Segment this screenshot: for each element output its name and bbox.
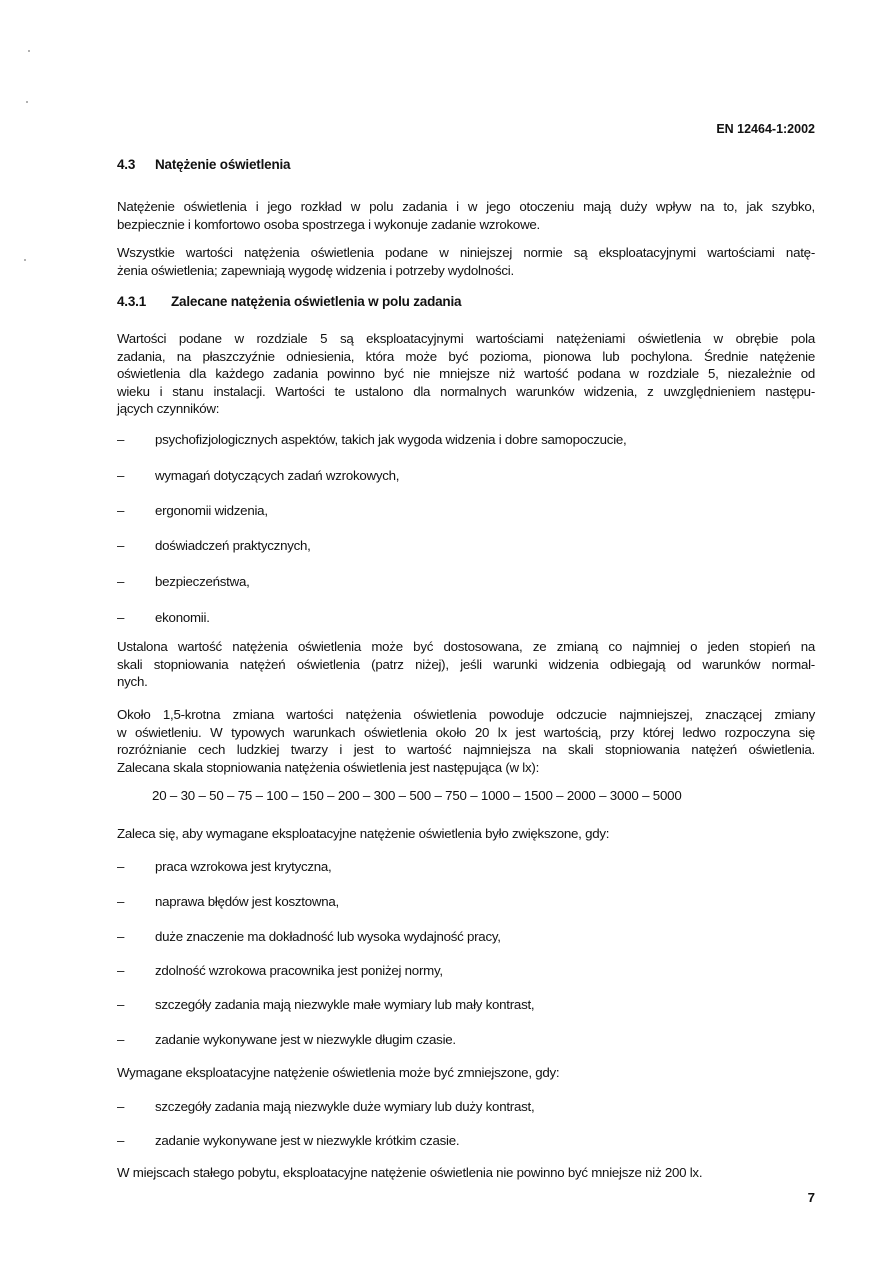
section-title: Zalecane natężenia oświetlenia w polu zadania (171, 294, 462, 309)
dash-bullet-icon: – (117, 1032, 125, 1047)
list-item (117, 537, 311, 555)
dash-bullet-icon: – (117, 997, 125, 1012)
list-item-text: wymagań dotyczących zadań wzrokowych, (155, 468, 400, 483)
list-item-text: zadanie wykonywane jest w niezwykle krótkim czasie. (155, 1133, 460, 1148)
list-item-text: zdolność wzrokowa pracownika jest poniżej normy, (155, 963, 443, 978)
text-line: w oświetleniu. W typowych warunkach oświetlenia około 20 lx jest wartością, przy której ledwo rozpoczyna się (117, 724, 815, 740)
text-line: rozróżnianie cech ludzkiej twarzy i jest to wartość najmniejsza na skali stopniowania natężeń oświetlenia. (117, 742, 815, 758)
list-item-text: ergonomii widzenia, (155, 503, 268, 518)
list-item (117, 996, 534, 1014)
scan-speck (24, 259, 26, 261)
section-number: 4.3.1 (117, 294, 147, 309)
page-number: 7 (807, 1190, 815, 1205)
text-line: Wymagane eksploatacyjne natężenie oświetlenia może być zmniejszone, gdy: (117, 1065, 560, 1080)
dash-bullet-icon: – (117, 963, 125, 978)
list-item-text: szczegóły zadania mają niezwykle duże wymiary lub duży kontrast, (155, 1099, 535, 1114)
list-item (117, 928, 501, 946)
list-item-text: ekonomii. (155, 610, 210, 625)
list-item (117, 858, 332, 876)
dash-bullet-icon: – (117, 929, 125, 944)
list-item-text: bezpieczeństwa, (155, 574, 250, 589)
text-line: Natężenie oświetlenia i jego rozkład w polu zadania i w jego otoczeniu mają duży wpływ na to, jak szybko, (117, 199, 815, 214)
text-line: skali stopniowania natężeń oświetlenia (patrz niżej), jeśli warunki widzenia odbiegają od warunków normal- (117, 656, 815, 672)
paragraph-6 (117, 825, 815, 843)
list-item (117, 1132, 459, 1150)
section-heading-4-3-1 (117, 294, 461, 309)
dash-bullet-icon: – (117, 894, 125, 909)
dash-bullet-icon: – (117, 1099, 125, 1114)
text-line: Zalecana skala stopniowania natężenia oświetlenia jest następująca (w lx): (117, 759, 540, 775)
paragraph-4 (117, 638, 815, 691)
paragraph-3 (117, 330, 815, 418)
paragraph-5 (117, 706, 815, 776)
text-line: Około 1,5-krotna zmiana wartości natężenia oświetlenia powoduje odczucie najmniejszej, znaczącej zmiany (117, 707, 815, 722)
list-item-text: zadanie wykonywane jest w niezwykle długim czasie. (155, 1032, 456, 1047)
list-item-text: psychofizjologicznych aspektów, takich jak wygoda widzenia i dobre samopoczucie, (155, 432, 627, 447)
text-line: Wszystkie wartości natężenia oświetlenia podane w niniejszej normie są eksploatacyjnymi wartościami natę- (117, 245, 815, 260)
text-line: bezpiecznie i komfortowo osoba spostrzega i wykonuje zadanie wzrokowe. (117, 216, 541, 232)
text-line: oświetlenia dla każdego zadania powinno być nie mniejsze niż wartość podana w rozdziale 5, niezależnie od (117, 366, 815, 382)
list-item (117, 573, 250, 591)
text-line: wieku i stanu instalacji. Wartości te ustalono dla normalnych warunków widzenia, z uwzględnieniem następu- (117, 383, 815, 399)
dash-bullet-icon: – (117, 1133, 125, 1148)
standard-id: EN 12464-1:2002 (716, 122, 815, 136)
text-line: jących czynników: (117, 401, 220, 417)
text-line: nych. (117, 674, 148, 690)
text-line: Wartości podane w rozdziale 5 są eksploatacyjnymi wartościami natężeniami oświetlenia w obrębie pola (117, 331, 815, 346)
list-item (117, 502, 268, 520)
dash-bullet-icon: – (117, 610, 125, 625)
text-line: Ustalona wartość natężenia oświetlenia może być dostosowana, ze zmianą co najmniej o jeden stopień na (117, 639, 815, 654)
list-item (117, 1031, 456, 1049)
scan-speck (28, 50, 30, 52)
illuminance-scale: 20 – 30 – 50 – 75 – 100 – 150 – 200 – 300 – 500 – 750 – 1000 – 1500 – 2000 – 3000 – 5000 (152, 788, 682, 803)
list-item-text: naprawa błędów jest kosztowna, (155, 894, 339, 909)
list-item (117, 893, 339, 911)
paragraph-8 (117, 1164, 815, 1182)
list-item (117, 609, 210, 627)
list-item-text: praca wzrokowa jest krytyczna, (155, 859, 332, 874)
paragraph-1 (117, 198, 815, 233)
dash-bullet-icon: – (117, 859, 125, 874)
dash-bullet-icon: – (117, 538, 125, 553)
section-title: Natężenie oświetlenia (155, 157, 291, 172)
text-line: W miejscach stałego pobytu, eksploatacyjne natężenie oświetlenia nie powinno być mniejsze niż 200 lx. (117, 1165, 703, 1180)
dash-bullet-icon: – (117, 574, 125, 589)
paragraph-2 (117, 244, 815, 279)
text-line: żenia oświetlenia; zapewniają wygodę widzenia i potrzeby wydolności. (117, 262, 514, 278)
list-item (117, 431, 627, 449)
dash-bullet-icon: – (117, 503, 125, 518)
text-line: zadania, na płaszczyźnie odniesienia, która może być pozioma, pionowa lub pochylona. Średnie natężenie (117, 348, 815, 364)
list-item-text: duże znaczenie ma dokładność lub wysoka wydajność pracy, (155, 929, 501, 944)
section-heading-4-3 (117, 157, 290, 172)
section-number: 4.3 (117, 157, 136, 172)
list-item-text: szczegóły zadania mają niezwykle małe wymiary lub mały kontrast, (155, 997, 535, 1012)
dash-bullet-icon: – (117, 468, 125, 483)
text-line: Zaleca się, aby wymagane eksploatacyjne natężenie oświetlenia było zwiększone, gdy: (117, 826, 610, 841)
list-item (117, 467, 399, 485)
list-item (117, 1098, 534, 1116)
dash-bullet-icon: – (117, 432, 125, 447)
list-item (117, 962, 443, 980)
scan-speck (26, 101, 28, 103)
list-item-text: doświadczeń praktycznych, (155, 538, 311, 553)
paragraph-7 (117, 1064, 815, 1082)
